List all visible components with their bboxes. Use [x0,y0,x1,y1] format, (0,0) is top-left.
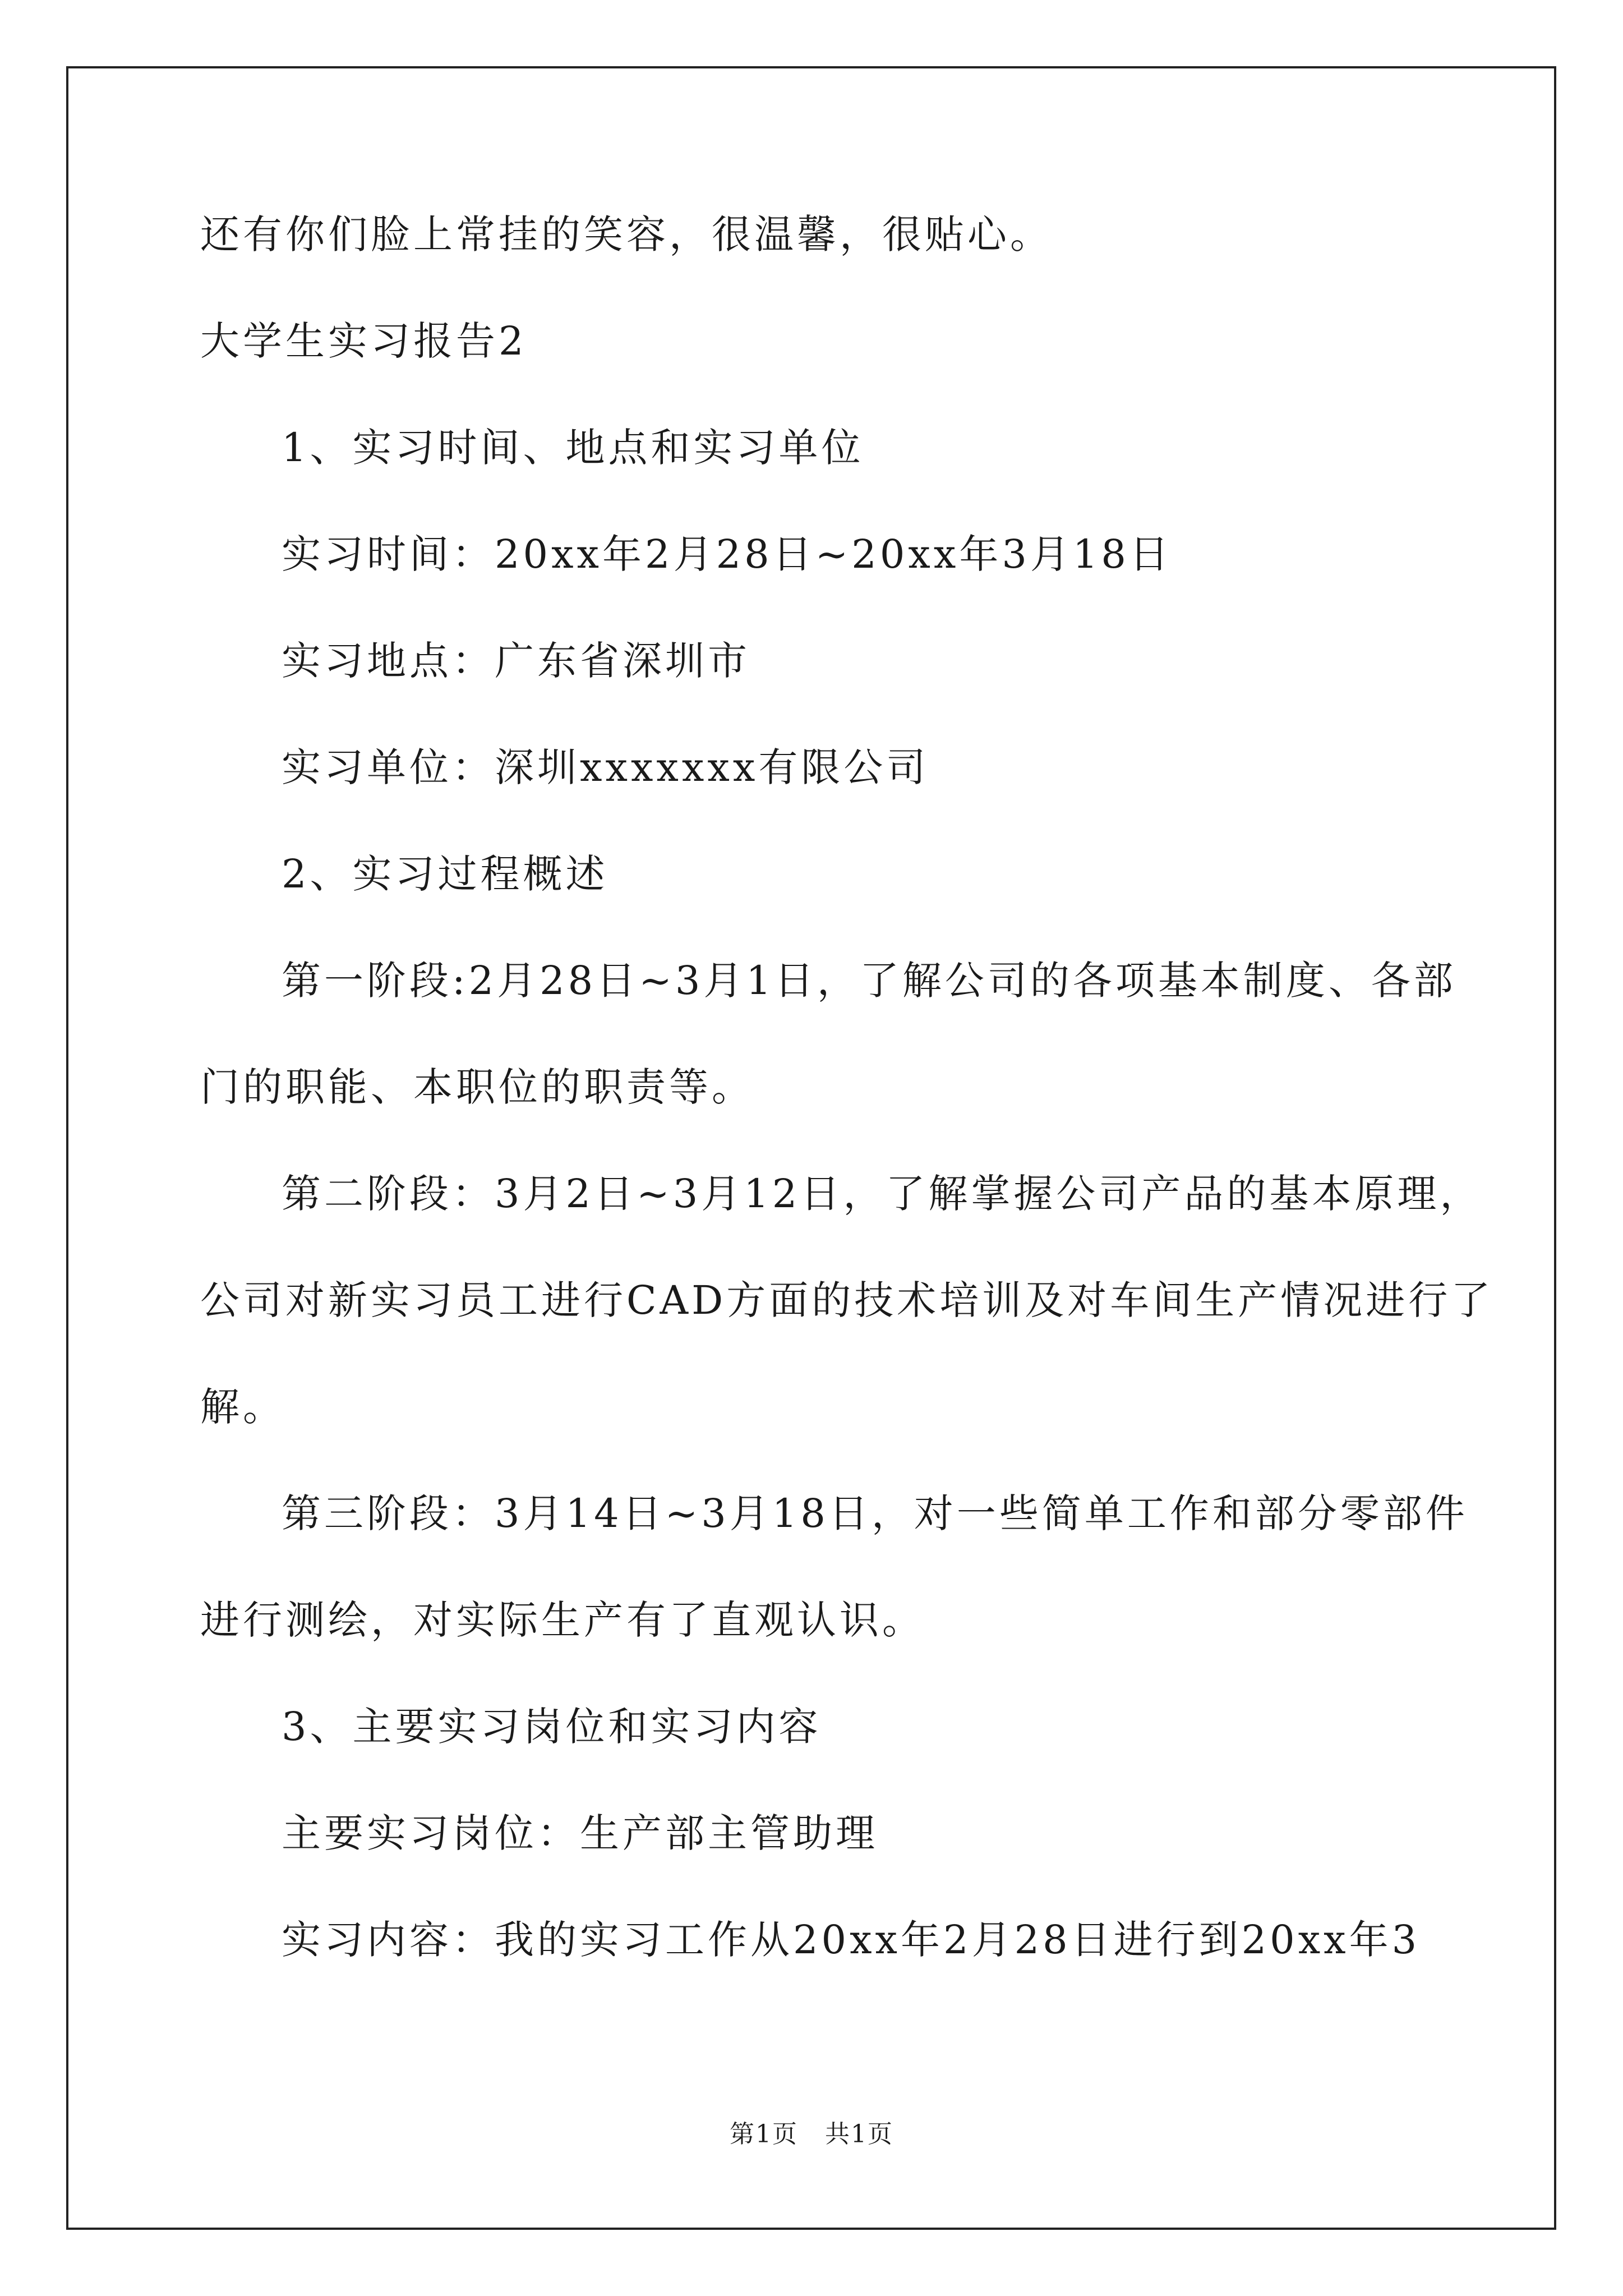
paragraph-line: 第二阶段：3月2日~3月12日，了解掌握公司产品的基本原理， [282,1171,1483,1217]
page-footer [0,2122,1623,2147]
paragraph-line: 实习内容：我的实习工作从20xx年2月28日进行到20xx年3 [282,1917,1421,1963]
page-border [66,66,1556,2230]
page-number: 第1页 [730,2120,799,2148]
paragraph-line: 进行测绘，对实际生产有了直观认识。 [200,1597,925,1643]
paragraph-line: 第三阶段：3月14日~3月18日，对一些简单工作和部分零部件 [282,1490,1468,1536]
section-heading: 1、实习时间、地点和实习单位 [282,425,864,471]
section-heading: 3、主要实习岗位和实习内容 [282,1704,822,1750]
paragraph-line: 公司对新实习员工进行CAD方面的技术培训及对车间生产情况进行了 [200,1277,1494,1323]
paragraph-line: 解。 [200,1384,285,1430]
paragraph-line: 实习地点：广东省深圳市 [282,638,750,684]
paragraph-line: 门的职能、本职位的职责等。 [200,1064,754,1110]
paragraph-line: 第一阶段:2月28日~3月1日，了解公司的各项基本制度、各部 [282,958,1456,1004]
paragraph-line: 主要实习岗位：生产部主管助理 [282,1810,878,1856]
section-heading: 2、实习过程概述 [282,851,608,897]
page-total: 共1页 [824,2120,893,2148]
paragraph-line: 实习时间：20xx年2月28日~20xx年3月18日 [282,531,1172,577]
paragraph-line: 还有你们脸上常挂的笑容，很温馨，很贴心。 [200,211,1053,257]
section-title: 大学生实习报告2 [200,318,527,364]
paragraph-line: 实习单位：深圳xxxxxxx有限公司 [282,744,929,790]
